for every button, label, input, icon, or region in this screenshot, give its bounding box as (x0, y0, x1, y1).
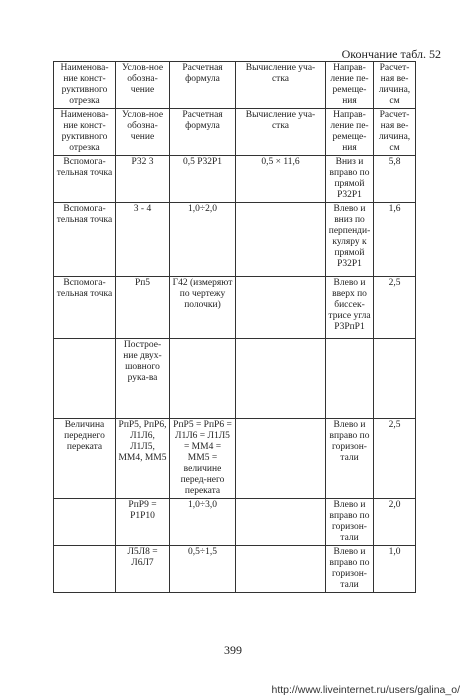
header-cell: Услов-ное обозна-чение (116, 109, 170, 156)
header-cell: Расчетная формула (170, 62, 236, 109)
table-cell (236, 203, 326, 277)
table-cell: 0,5 Р32Р1 (170, 156, 236, 203)
table-cell (170, 339, 236, 419)
table-cell: Влево и вправо по горизон-тали (326, 419, 374, 499)
table-cell: 0,5÷1,5 (170, 546, 236, 593)
table-row (54, 277, 416, 339)
header-row (54, 109, 416, 156)
table-row (54, 339, 416, 419)
table-cell: Рп5 (116, 277, 170, 339)
table-row (54, 203, 416, 277)
table-cell: Г42 (измеряют по чертежу полочки) (170, 277, 236, 339)
table-row (54, 546, 416, 593)
table-cell: Влево и вниз по перпенди-куляру к прямой Р32Р1 (326, 203, 374, 277)
page-number: 399 (224, 643, 242, 657)
header-cell: Расчет-ная ве-личина, см (374, 109, 416, 156)
table-cell: Вниз и вправо по прямой Р32Р1 (326, 156, 374, 203)
header-row (54, 62, 416, 109)
table-cell (236, 419, 326, 499)
data-table (53, 61, 416, 593)
table-cell (236, 339, 326, 419)
table-cell: Вспомога-тельная точка (54, 277, 116, 339)
header-cell: Наименова-ние конст-руктивного отрезка (54, 62, 116, 109)
table-cell: 1,0÷2,0 (170, 203, 236, 277)
table-cell (374, 339, 416, 419)
table-cell: 3 - 4 (116, 203, 170, 277)
table-cell (236, 277, 326, 339)
table-cell: 1,0 (374, 546, 416, 593)
table-cell: РпР5, РпР6, Л1Л6, Л1Л5, ММ4, ММ5 (116, 419, 170, 499)
table-cell: 1,0÷3,0 (170, 499, 236, 546)
table-row (54, 156, 416, 203)
table-cell: Влево и вправо по горизон-тали (326, 546, 374, 593)
table-cell: 1,6 (374, 203, 416, 277)
table-cell: Р32 3 (116, 156, 170, 203)
header-cell: Вычисление уча-стка (236, 62, 326, 109)
table-cell: 2,5 (374, 419, 416, 499)
table-cell: 2,0 (374, 499, 416, 546)
table-row (54, 499, 416, 546)
table-cell: 5,8 (374, 156, 416, 203)
table-row (54, 419, 416, 499)
header-cell: Расчет-ная ве-личина, см (374, 62, 416, 109)
header-cell: Вычисление уча-стка (236, 109, 326, 156)
table-cell (54, 546, 116, 593)
table-cell: 2,5 (374, 277, 416, 339)
header-cell: Услов-ное обозна-чение (116, 62, 170, 109)
header-cell: Наименова-ние конст-руктивного отрезка (54, 109, 116, 156)
table-cell: Влево и вверх по биссек-трисе угла Р3РпР1 (326, 277, 374, 339)
table-caption: Окончание табл. 52 (341, 47, 441, 61)
table-cell: Вспомога-тельная точка (54, 156, 116, 203)
table-cell: РпР5 = РпР6 = Л1Л6 = Л1Л5 = ММ4 = ММ5 = величине перед-него переката (170, 419, 236, 499)
table-cell (326, 339, 374, 419)
header-cell: Направ-ление пе-ремеще-ния (326, 62, 374, 109)
table-cell: Величина переднего переката (54, 419, 116, 499)
table-cell (54, 339, 116, 419)
header-cell: Расчетная формула (170, 109, 236, 156)
table-cell (54, 499, 116, 546)
table-cell: Л5Л8 = Л6Л7 (116, 546, 170, 593)
table-cell (236, 546, 326, 593)
header-cell: Направ-ление пе-ремеще-ния (326, 109, 374, 156)
table-cell: РпР9 = Р1Р10 (116, 499, 170, 546)
table-cell: Построе-ние двух-шовного рука-ва (116, 339, 170, 419)
table-cell: Вспомога-тельная точка (54, 203, 116, 277)
table-cell: 0,5 × 11,6 (236, 156, 326, 203)
watermark-url[interactable]: http://www.liveinternet.ru/users/galina_o/ (271, 684, 460, 696)
table-cell: Влево и вправо по горизон-тали (326, 499, 374, 546)
table-cell (236, 499, 326, 546)
